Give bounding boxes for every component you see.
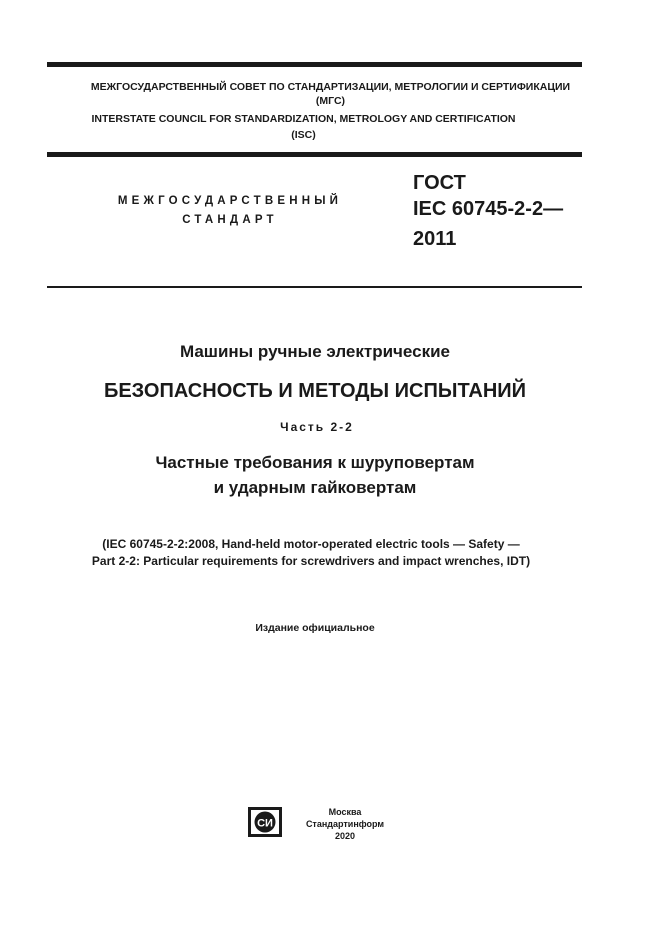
council-name-ru: МЕЖГОСУДАРСТВЕННЫЙ СОВЕТ ПО СТАНДАРТИЗАЦИИ, МЕТРОЛОГИИ И СЕРТИФИКАЦИИ (90, 81, 571, 93)
gost-designation-3: 2011 (413, 228, 457, 250)
document-title: Машины ручные электрические (179, 342, 451, 361)
council-name-en: INTERSTATE COUNCIL FOR STANDARDIZATION, METROLOGY AND CERTIFICATION (91, 113, 516, 125)
publisher-name: Стандартинформ (305, 819, 385, 829)
standard-type-label-2: СТАНДАРТ (182, 214, 278, 226)
publication-year: 2020 (334, 831, 356, 841)
standartinform-logo-icon (248, 807, 282, 837)
iec-reference-2: Part 2-2: Particular requirements for screwdrivers and impact wrenches, IDT) (91, 554, 531, 568)
document-subtitle-2: и ударным гайковертам (213, 478, 417, 497)
logo-text: СИ (257, 817, 273, 830)
document-subtitle-1: Частные требования к шуруповертам (155, 453, 475, 472)
standard-type-label: МЕЖГОСУДАРСТВЕННЫЙ (117, 195, 343, 207)
gost-designation-1: ГОСТ (413, 172, 466, 194)
edition-label: Издание официальное (255, 622, 375, 634)
middle-rule (47, 152, 582, 157)
document-title-main: БЕЗОПАСНОСТЬ И МЕТОДЫ ИСПЫТАНИЙ (103, 380, 527, 402)
iec-reference-1: (IEC 60745-2-2:2008, Hand-held motor-operated electric tools — Safety — (102, 537, 520, 551)
council-abbr-ru: (МГС) (315, 95, 346, 107)
part-number: Часть 2-2 (280, 420, 354, 434)
council-abbr-en: (ISC) (291, 129, 316, 141)
gost-designation-2: IEC 60745-2-2— (413, 198, 564, 220)
bottom-rule (47, 286, 582, 288)
top-rule (47, 62, 582, 67)
publisher-city: Москва (328, 807, 362, 817)
